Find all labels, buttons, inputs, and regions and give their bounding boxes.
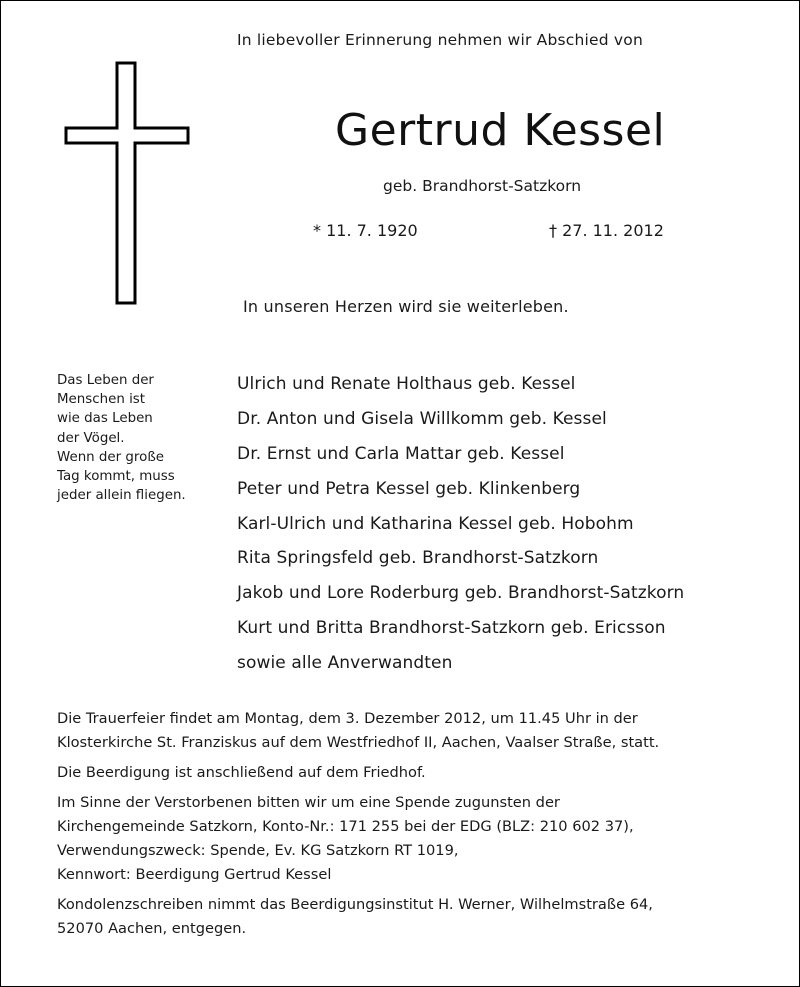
maiden-name: geb. Brandhorst-Satzkorn [383, 177, 582, 195]
mourner-entry: sowie alle Anverwandten [237, 653, 453, 674]
cross-icon [64, 61, 190, 305]
mourners-list [237, 367, 684, 681]
mourner-entry: Dr. Ernst und Carla Mattar geb. Kessel [237, 443, 565, 464]
quote-line: Menschen ist [57, 392, 146, 408]
note-line: Verwendungszweck: Spende, Ev. KG Satzkorn RT 1019, [57, 842, 459, 859]
note-line: Kondolenzschreiben nimmt das Beerdigungsinstitut H. Werner, Wilhelmstraße 64, [57, 896, 653, 913]
mourner-entry: Ulrich und Renate Holthaus geb. Kessel [237, 374, 576, 394]
note-line: Im Sinne der Verstorbenen bitten wir um eine Spende zugunsten der [57, 794, 560, 811]
quote-line: wie das Leben [57, 411, 153, 427]
motto: In unseren Herzen wird sie weiterleben. [243, 297, 569, 316]
note-line: Kirchengemeinde Satzkorn, Konto-Nr.: 171 255 bei der EDG (BLZ: 210 602 37), [57, 818, 634, 835]
note-line: Die Beerdigung ist anschließend auf dem Friedhof. [57, 764, 426, 781]
quote-line: Wenn der große [57, 449, 165, 465]
birth-date: * 11. 7. 1920 [313, 221, 418, 240]
quote-line: der Vögel. [57, 430, 125, 446]
death-date: † 27. 11. 2012 [549, 221, 664, 240]
condolence-paragraph [57, 893, 777, 941]
mourner-entry: Kurt und Britta Brandhorst-Satzkorn geb. Ericsson [237, 618, 666, 639]
intro-text: In liebevoller Erinnerung nehmen wir Abschied von [237, 31, 643, 49]
funeral-notes [57, 707, 777, 947]
donation-paragraph [57, 791, 777, 887]
note-line: Klosterkirche St. Franziskus auf dem Westfriedhof II, Aachen, Vaalser Straße, statt. [57, 734, 660, 751]
mourner-entry: Rita Springsfeld geb. Brandhorst-Satzkorn [237, 548, 599, 569]
note-line: Kennwort: Beerdigung Gertrud Kessel [57, 866, 332, 883]
burial-paragraph [57, 761, 777, 785]
quote-line: Tag kommt, muss [57, 469, 175, 485]
quote [57, 371, 227, 505]
mourner-entry: Dr. Anton und Gisela Willkomm geb. Kessel [237, 408, 607, 429]
deceased-name: Gertrud Kessel [335, 105, 666, 156]
quote-line: jeder allein fliegen. [57, 488, 186, 504]
note-line: 52070 Aachen, entgegen. [57, 920, 247, 937]
quote-line: Das Leben der [57, 373, 154, 388]
mourner-entry: Jakob und Lore Roderburg geb. Brandhorst-Satzkorn [237, 583, 685, 604]
ceremony-paragraph [57, 707, 777, 755]
mourner-entry: Peter und Petra Kessel geb. Klinkenberg [237, 478, 581, 499]
note-line: Die Trauerfeier findet am Montag, dem 3. Dezember 2012, um 11.45 Uhr in der [57, 710, 638, 727]
mourner-entry: Karl-Ulrich und Katharina Kessel geb. Hobohm [237, 513, 634, 534]
